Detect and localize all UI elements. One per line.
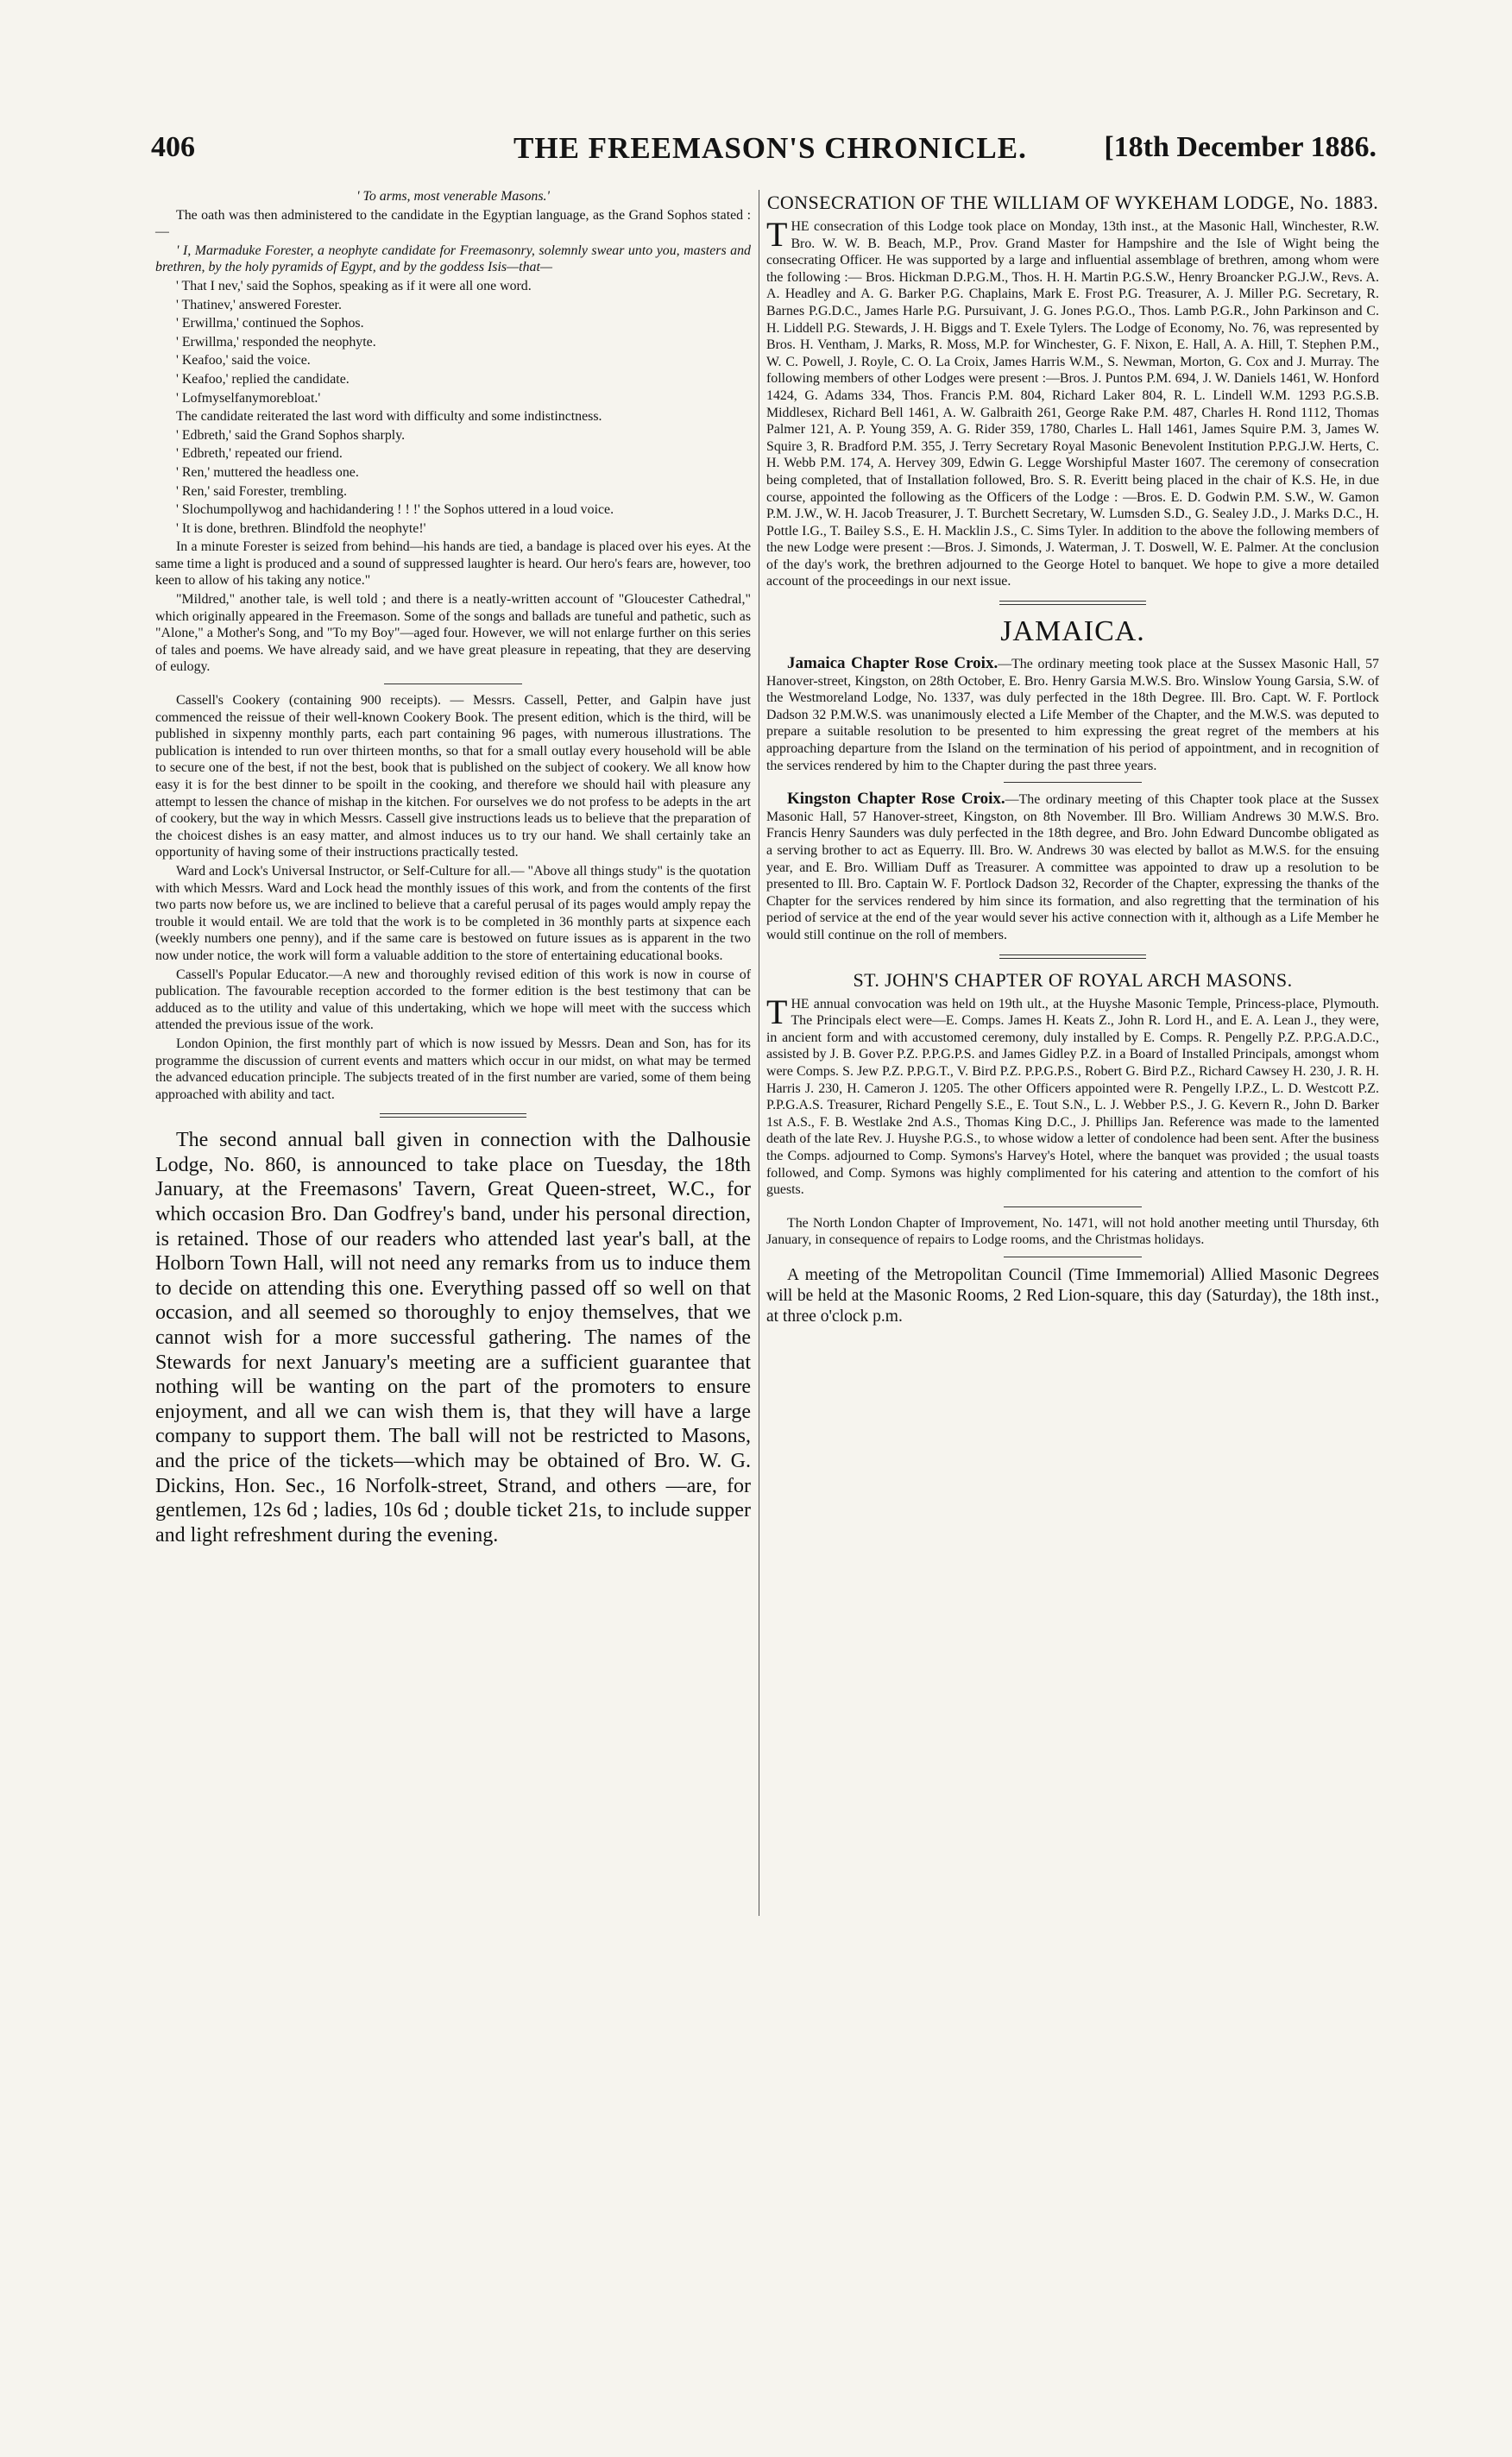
paragraph: ' To arms, most venerable Masons.' <box>356 189 550 204</box>
paragraph: Ward and Lock's Universal Instructor, or Self-Culture for all.— "Above all things study" is the quotation with which Messrs. Ward and Lock head the monthly issues of this work, and from the contents of the first two parts now before us, we are inclined to believe that a careful perusal of its pages would amply repay the trouble it would entail. We are told that the work is to be completed in 36 monthly parts at sixpence each (weekly numbers one penny), and if the same care is bestowed on future issues as is apparent in the two now under notice, the work will form a valuable addition to the store of entertaining educational books. <box>155 863 751 963</box>
paragraph: ' Edbreth,' repeated our friend. <box>176 446 343 462</box>
paragraph-text: —The ordinary meeting took place at the Sussex Masonic Hall, 57 Hanover-street, Kingston, on 28th October, E. Bro. Henry Garsia M.W.S. Bro. Winslow Young Garsia, S.W. of the Westmoreland Lodge, No. 1337, was duly perfected in the 18th Degree. Ill. Bro. Capt. W. F. Portlock Dadson 32 P.M.W.S. was unanimously elected a Life Member of the Chapter, and the M.W.S. was deputed to prepare a suitable resolution to be presented to him expressing the great regret of the members at his approaching departure from the Island on the termination of his period of appointment, and in recognition of the services rendered by him to the Chapter during the past three years. <box>766 657 1379 773</box>
run-in-heading: Kingston Chapter Rose Croix. <box>787 790 1005 809</box>
paragraph: ' Edbreth,' said the Grand Sophos sharply. <box>176 427 406 443</box>
right-column <box>766 188 1379 1329</box>
left-column <box>155 188 751 1549</box>
paragraph: ' Lofmyselfanymorebloat.' <box>176 390 321 406</box>
paragraph: "Mildred," another tale, is well told ; and there is a neatly-written account of "Gloucester Cathedral," which originally appeared in the Freemason. Some of the songs and ballads are tuneful and pathetic, such as "Alone," a Mother's Song, and "To my Boy"—aged four. However, we will not enlarge further on this series of tales and poems. We have already said, and we have great pleasure in repeating, that they are deserving of eulogy. <box>155 592 751 675</box>
run-in-heading: Jamaica Chapter Rose Croix. <box>787 654 999 673</box>
paragraph-text: HE annual convocation was held on 19th ult., at the Huyshe Masonic Temple, Princess-place, Plymouth. The Principals elect were—E. Comps. James H. Keats Z., John R. Lord H., and E. A. Lean J., they were, in ancient form and with accustomed ceremony, duly installed by E. Comps. R. Pengelly P.Z. P.P.G.A.D.C., assisted by J. B. Gover P.Z. P.P.G.P.S. and James Gidley P.Z. in a Board of Installed Principals, amongst whom were Comps. S. Jew P.Z. P.P.G.T., V. Bird P.Z. P.P.G.P.S., Robert G. Bird P.Z., Richard Cawsey H. 230, J. R. H. Harris J. 230, H. Cameron J. 1205. The other Officers appointed were R. Pengelly I.P.Z., L. D. Westcott P.Z. P.P.G.A.S. Treasurer, Richard Pengelly S.E., E. Tout S.N., L. J. Webber P.S., J. G. Kevern R., John D. Barker 1st A.S., F. B. Westlake 2nd A.S., Thomas King D.C., J. Phillips Jan. Reference was made to the lamented death of the late Rev. J. Huyshe P.G.S., to whose widow a letter of condolence had been sent. After the business the Comps. adjourned to Comp. Symons's Harvey's Hotel, where the banquet was provided ; the usual toasts followed, and Comp. Symons was highly complimented for his catering and attention to the comfort of his guests. <box>766 996 1379 1198</box>
paragraph: Cassell's Popular Educator.—A new and thoroughly revised edition of this work is now in course of publication. The favourable reception accorded to the former edition is the best testimony that can be adduced as to the utility and value of this undertaking, which we hope will meet with the success which attended the previous issue of the work. <box>155 967 751 1033</box>
rule <box>1004 1206 1142 1207</box>
rule <box>1004 782 1142 783</box>
paragraph: ' Ren,' muttered the headless one. <box>176 464 359 480</box>
double-rule <box>380 1113 526 1118</box>
section-title: CONSECRATION OF THE WILLIAM OF WYKEHAM LODGE, No. 1883. <box>766 192 1379 213</box>
paragraph: ' Thatinev,' answered Forester. <box>176 297 342 312</box>
paragraph: The second annual ball given in connection with the Dalhousie Lodge, No. 860, is announced to take place on Tuesday, the 18th January, at the Freemasons' Tavern, Great Queen-street, W.C., for which occasion Bro. Dan Godfrey's band, under his personal direction, is retained. Those of our readers who attended last year's ball, at the Holborn Town Hall, will not need any remarks from us to induce them to decide on attending this one. Everything passed off so well on that occasion, and all seemed so thoroughly to enjoy themselves, that we cannot wish for a more successful gathering. The names of the Stewards for next January's meeting are a sufficient guarantee that nothing will be wanting on the part of the promoters to ensure enjoyment, and all we can wish them is, that they will have a large company to support them. The ball will not be restricted to Masons, and the price of the tickets—which may be obtained of Bro. W. G. Dickins, Hon. Sec., 16 Norfolk-street, Strand, and others —are, for gentlemen, 12s 6d ; ladies, 10s 6d ; double ticket 21s, to include supper and light refreshment during the evening. <box>155 1129 751 1547</box>
drop-cap: T <box>766 215 788 254</box>
section-title: JAMAICA. <box>1000 615 1145 648</box>
double-rule <box>999 601 1146 605</box>
paragraph: ' I, Marmaduke Forester, a neophyte candidate for Freemasonry, solemnly swear unto you, masters and brethren, by the holy pyramids of Egypt, and by the goddess Isis—that— <box>155 243 751 275</box>
paragraph <box>766 215 1379 590</box>
paragraph: The oath was then administered to the candidate in the Egyptian language, as the Grand Sophos stated :— <box>155 207 751 240</box>
metropolitan-notice <box>766 1265 1379 1327</box>
paragraph: ' Slochumpollywog and hachidandering ! ! !' the Sophos uttered in a loud voice. <box>176 502 614 518</box>
paragraph: London Opinion, the first monthly part of which is now issued by Messrs. Dean and Son, has for its programme the discussion of current events and matters which occur in our midst, on what may be termed the advanced education principle. The subjects treated of in the first number are varied, some of them being approached with ability and tact. <box>155 1036 751 1102</box>
paragraph: A meeting of the Metropolitan Council (Time Immemorial) Allied Masonic Degrees will be held at the Masonic Rooms, 2 Red Lion-square, this day (Saturday), the 18th inst., at three o'clock p.m. <box>766 1265 1379 1326</box>
paragraph-text: —The ordinary meeting of this Chapter took place at the Sussex Masonic Hall, 57 Hanover-street, Kingston, on 8th November. Ill Bro. William Andrews 30 M.W.S. Bro. Francis Henry Saunders was duly perfected in the 18th degree, and Bro. John Edward Duncombe obligated as a serving brother to act as Equerry. Ill. Bro. W. Andrews 30 was elected by ballot as M.W.S. for the ensuing year, and E. Bro. William Duff as Treasurer. A committee was appointed to draw up a resolution to be presented to Ill. Bro. Captain W. F. Portlock Dadson 32, Recorder of the Chapter, expressing the thanks of the Chapter for the services rendered by him since its formation, and also regretting that the termination of his period of service at the end of the year would sever his active connection with it, although as a Life Member he would still continue on the roll of members. <box>766 792 1379 942</box>
section-title: ST. JOHN'S CHAPTER OF ROYAL ARCH MASONS. <box>853 968 1293 991</box>
page-header <box>151 131 1377 174</box>
issue-date: [18th December 1886. <box>1104 131 1377 163</box>
page-number: 406 <box>151 131 195 163</box>
paragraph <box>766 791 1379 943</box>
paragraph: The candidate reiterated the last word with difficulty and some indistinctness. <box>176 409 602 425</box>
paragraph: ' Ren,' said Forester, trembling. <box>176 483 347 499</box>
paragraph: ' Erwillma,' continued the Sophos. <box>176 316 364 331</box>
double-rule <box>999 954 1146 959</box>
paragraph: In a minute Forester is seized from behind—his hands are tied, a bandage is placed over his eyes. At the same time a light is produced and a sound of suppressed laughter is heard. Our hero's fears are, however, too keen to allow of his taking any notice." <box>155 539 751 589</box>
paragraph-text: HE consecration of this Lodge took place on Monday, 13th inst., at the Masonic Hall, Winchester, R.W. Bro. W. W. B. Beach, M.P., Prov. Grand Master for Hampshire and the Isle of Wight being the consecrating Officer. He was supported by a large and influential assemblage of brethren, among whom were the following :— Bros. Hickman D.P.G.M., Thos. H. H. Martin P.G.S.W., Henry Broancker P.G.J.W., Revs. A. A. Headley and A. G. Barker P.G. Chaplains, Mark E. Frost P.G. Treasurer, A. J. Miller P.G. Secretary, R. Barnes P.G.D.C., James Harle P.G. Pursuivant, J. G. Jones P.G.O., Thos. Lamb P.G.R., John Parkinson and C. H. Liddell P.G. Stewards, J. H. Biggs and T. Exele Tylers. The Lodge of Economy, No. 76, was represented by Bros. H. Ventham, J. Marks, R. Moss, M.P. for Winchester, G. F. Nixon, E. Hall, A. A. Hill, T. Stephen P.M., W. C. Powell, J. Royle, C. O. La Croix, James Harris W.M., S. Newman, Morton, G. Cox and J. Murray. The following members of other Lodges were present :—Bros. J. Puntos P.M. 694, J. W. Daniels 1461, W. Honford 1424, G. Adams 334, Thos. Francis P.M. 804, Richard Laker 804, R. L. Lindell W.M. 1293 P.G.S.B. Middlesex, Richard Bell 1461, A. W. Galbraith 261, George Rake P.M. 487, Charles H. Rond 1112, Thomas Palmer 121, A. P. Young 359, A. G. Rider 359, 1780, Charles L. Hall 1461, James Squire P.M. 3, James W. Squire 3, R. Bradford P.M. 355, J. Terry Secretary Royal Masonic Benevolent Institution P.P.G.J.W. Herts, C. H. Webb P.M. 174, A. Hervey 309, Edwin G. Legge Worshipful Master 1607. The ceremony of consecration being completed, that of Installation followed, Bro. S. R. Everitt being placed in the chair of K.S. He, in due course, appointed the following as the Officers of the Lodge : —Bros. E. D. Godwin P.M. S.W., W. Gamon P.M. J.W., W. H. Jacob Treasurer, J. T. Burchett Secretary, W. Lumsden S.D., G. Sealey J.D., J. Marks D.C., H. Pottle I.G., T. Bailey S.S., E. H. Macklin J.S., C. Sims Tyler. In addition to the above the following members of the new Lodge were present :—Bros. J. Simonds, J. Waterman, J. T. Doswell, W. E. Palmer. At the conclusion of the day's work, the brethren adjourned to the George Hotel to banquet. We hope to give a more detailed account of the proceedings in our next issue. <box>766 219 1379 589</box>
masthead: THE FREEMASON'S CHRONICLE. <box>513 131 1027 165</box>
drop-cap: T <box>766 992 788 1031</box>
paragraph: ' Keafoo,' replied the candidate. <box>176 371 350 387</box>
paragraph <box>766 655 1379 774</box>
paragraph: ' Erwillma,' responded the neophyte. <box>176 334 376 350</box>
paragraph <box>766 992 1379 1199</box>
paragraph: ' That I nev,' said the Sophos, speaking as if it were all one word. <box>176 278 532 293</box>
paragraph: The North London Chapter of Improvement, No. 1471, will not hold another meeting until Thursday, 6th January, in consequence of repairs to Lodge rooms, and the Christmas holidays. <box>766 1215 1379 1248</box>
paragraph: ' It is done, brethren. Blindfold the neophyte!' <box>176 520 426 536</box>
paragraph: ' Keafoo,' said the voice. <box>176 353 311 369</box>
paragraph: Cassell's Cookery (containing 900 receipts). — Messrs. Cassell, Petter, and Galpin have just commenced the reissue of their well-known Cookery Book. The present edition, which is the third, will be published in sixpenny monthly parts, each part containing 96 pages, with numerous illustrations. The publication is intended to run over thirteen months, so that for a small outlay every household will be able to secure one of the best, if not the best, book that is published on the subject of cookery. We all know how easy it is for the best dinner to be spoilt in the cooking, and therefore we should hail with pleasure any attempt to lessen the chance of mishap in the kitchen. For ourselves we do not profess to be adepts in the art of cookery, but the way in which Messrs. Cassell give instructions leads us to believe that the preparation of the choicest dishes is an easy matter, and almost induces us to try our hand. We shall certainly take an opportunity of having some of their instructions practically tested. <box>155 693 751 860</box>
ball-notice <box>155 1128 751 1547</box>
